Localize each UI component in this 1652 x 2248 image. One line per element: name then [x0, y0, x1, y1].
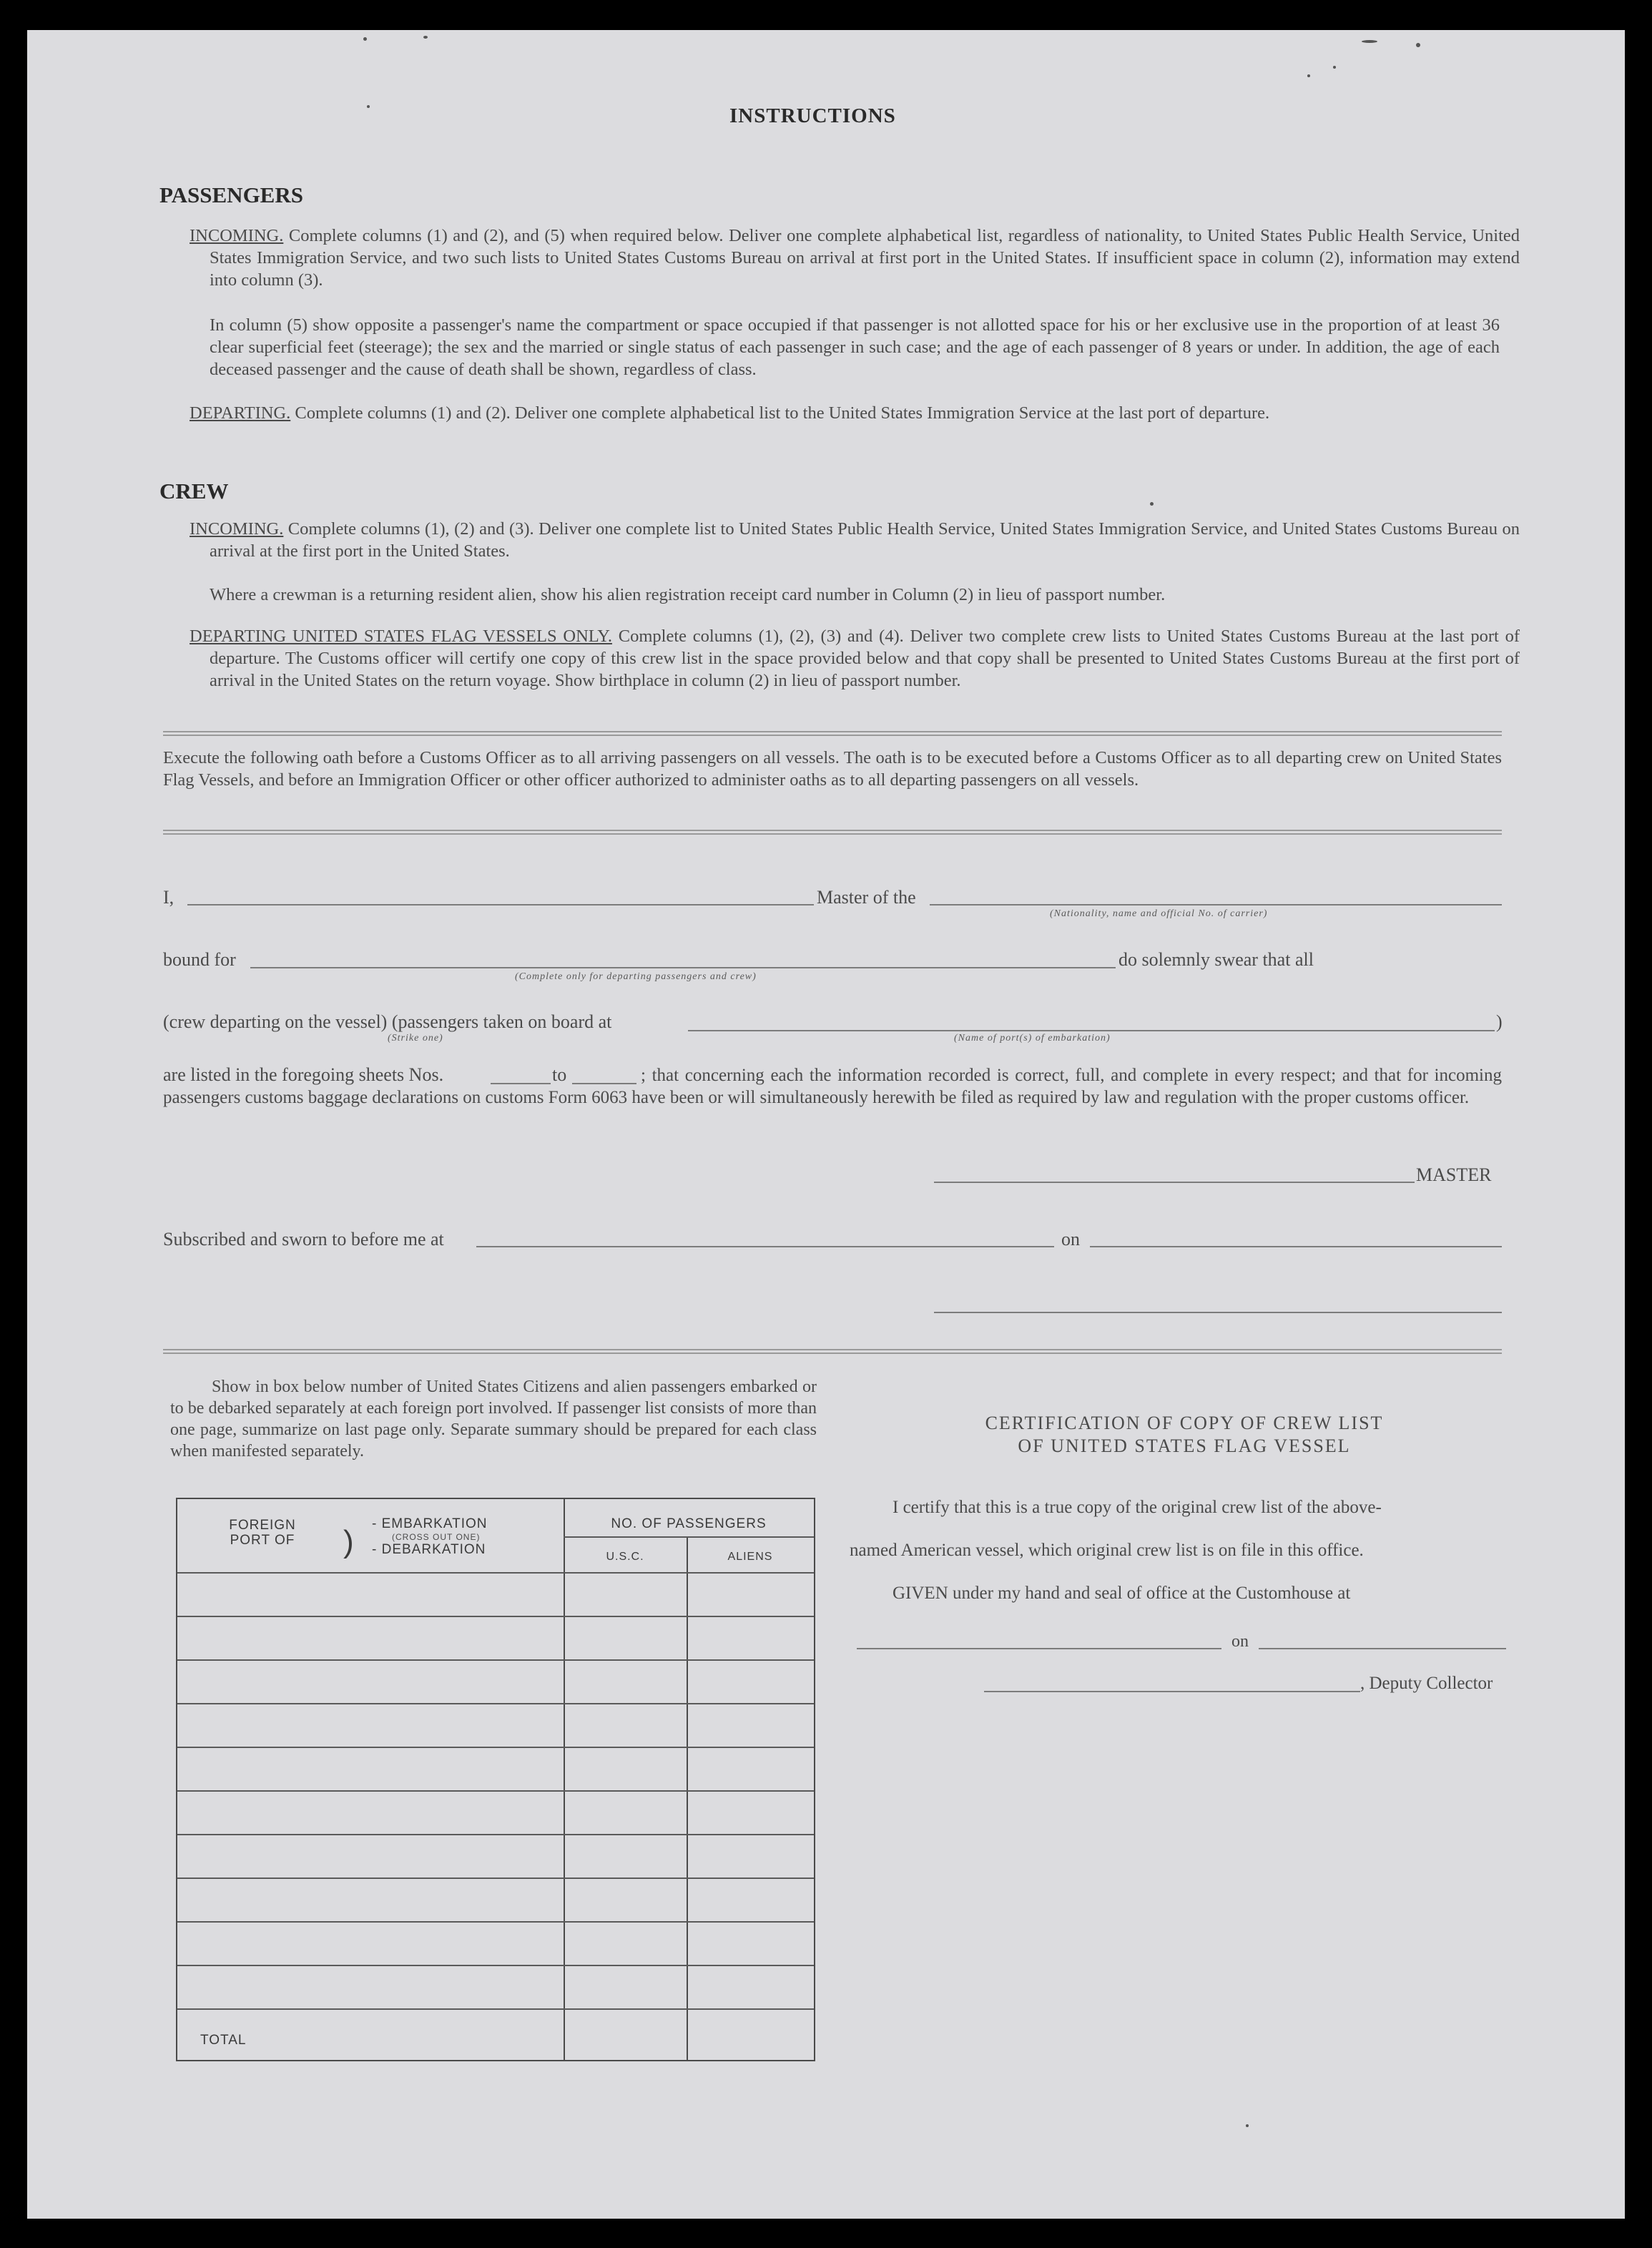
speck — [1246, 2124, 1249, 2127]
strike-one-caption: (Strike one) — [388, 1033, 443, 1044]
form-page — [27, 30, 1625, 2219]
cross-out-note: (CROSS OUT ONE) — [392, 1532, 481, 1542]
master-signature-field[interactable] — [934, 1182, 1415, 1183]
bound-for-field[interactable] — [250, 967, 1116, 968]
crew-departing-text: (crew departing on the vessel) (passengers taken on board at — [163, 1011, 612, 1032]
sworn-date-field[interactable] — [1090, 1246, 1502, 1247]
speck — [1150, 502, 1154, 506]
crew-heading: CREW — [159, 478, 229, 504]
master-of-the-label: Master of the — [817, 887, 916, 908]
customhouse-field[interactable] — [857, 1648, 1221, 1649]
no-passengers-header: NO. OF PASSENGERS — [611, 1516, 767, 1531]
certify-line2: named American vessel, which original crew list is on file in this office. — [850, 1541, 1364, 1560]
officer-signature-field[interactable] — [934, 1312, 1502, 1313]
divider — [163, 1349, 1502, 1354]
crew-incoming-label: INCOMING. — [190, 519, 284, 539]
table-row-rule — [177, 1616, 814, 1617]
speck — [1416, 43, 1420, 47]
divider — [163, 731, 1502, 736]
table-row-rule — [177, 1921, 814, 1923]
table-row-rule — [177, 1659, 814, 1661]
table-row-rule — [177, 1834, 814, 1835]
passengers-departing-text: Complete columns (1) and (2). Deliver one complete alphabetical list to the United States Immigration Service at the last port of departure. — [290, 403, 1270, 423]
brace-icon: ) — [343, 1524, 354, 1559]
aliens-header: ALIENS — [727, 1551, 773, 1563]
summary-instructions: Show in box below number of United States Citizens and alien passengers embarked or to be debarked separately at each foreign port involved. If passenger list consists of more than one page, summarize on last page only. Separate summary should be prepared for each class when manifested separately. — [170, 1378, 817, 1461]
speck — [367, 105, 370, 108]
listed-prefix: are listed in the foregoing sheets Nos. — [163, 1064, 444, 1085]
certification-on-label: on — [1231, 1632, 1249, 1651]
table-row-rule — [177, 2008, 814, 2010]
port-caption: (Name of port(s) of embarkation) — [954, 1033, 1111, 1044]
crew-incoming-paragraph — [190, 518, 1520, 562]
certify-line1: I certify that this is a true copy of the original crew list of the above- — [893, 1498, 1382, 1517]
speck — [1362, 40, 1377, 43]
bound-for-caption: (Complete only for departing passengers and crew) — [515, 971, 757, 982]
close-paren: ) — [1496, 1011, 1503, 1032]
nationality-caption: (Nationality, name and official No. of carrier) — [1050, 908, 1268, 919]
passenger-summary-table — [176, 1498, 815, 2061]
passengers-column5-paragraph: In column (5) show opposite a passenger's name the compartment or space occupied if that passenger is not allotted space for his or her exclusive use in the proportion of at least 36 clear superficial feet (steerage); the sex and the married or single status of each passenger in such case; and the age of each passenger of 8 years or under. In addition, the age of each deceased passenger and the cause of death shall be shown, regardless of class. — [210, 315, 1500, 379]
crew-departing-label: DEPARTING UNITED STATES FLAG VESSELS ONLY. — [190, 627, 612, 646]
passengers-departing-paragraph — [190, 402, 1520, 424]
passengers-heading: PASSENGERS — [159, 182, 303, 207]
subscribed-text: Subscribed and sworn to before me at — [163, 1229, 444, 1250]
embarkation-header: - EMBARKATION — [372, 1516, 488, 1531]
passengers-incoming-paragraph — [190, 225, 1520, 291]
certification-heading-line2: OF UNITED STATES FLAG VESSEL — [1018, 1435, 1351, 1456]
column-rule — [564, 1499, 565, 2060]
page-heading: INSTRUCTIONS — [729, 104, 896, 127]
certification-heading-line1: CERTIFICATION OF COPY OF CREW LIST — [985, 1413, 1384, 1433]
crew-departing-paragraph — [190, 625, 1520, 692]
master-label: MASTER — [1416, 1164, 1492, 1185]
do-swear-text: do solemnly swear that all — [1118, 949, 1314, 970]
to-label: to — [552, 1064, 567, 1085]
oath-i-label: I, — [163, 887, 174, 908]
crew-departing-text: Complete columns (1), (2), (3) and (4). Deliver two complete crew lists to United States Customs Bureau at the last port of departure. The Customs officer will certify one copy of this crew list in the space provided below and that copy shall be presented to United States Customs Bureau at the first port of arrival in the United States on the return voyage. Show birthplace in column (2) in lieu of passport number. — [210, 627, 1520, 690]
table-row-rule — [177, 1747, 814, 1748]
certification-heading — [862, 1412, 1506, 1458]
embarkation-port-field[interactable] — [688, 1030, 1495, 1031]
speck — [363, 37, 367, 41]
usc-header: U.S.C. — [606, 1551, 644, 1563]
master-name-field[interactable] — [187, 904, 814, 905]
bound-for-label: bound for — [163, 949, 236, 970]
divider — [163, 830, 1502, 835]
certification-date-field[interactable] — [1259, 1648, 1506, 1649]
speck — [423, 36, 428, 39]
header-rule — [564, 1536, 814, 1538]
table-row-rule — [177, 1703, 814, 1704]
listed-text: ; that concerning each the information recorded is correct, full, and complete in every respect; and that for incoming passengers customs baggage declarations on customs Form 6063 have been or will simultaneously herewith be filed as required by law and regulation with the proper customs officer. — [163, 1066, 1502, 1107]
crew-incoming-text: Complete columns (1), (2) and (3). Deliver one complete list to United States Public Health Service, United States Immigration Service, and United States Customs Bureau on arrival at the first port in the United States. — [210, 519, 1520, 561]
passengers-incoming-label: INCOMING. — [190, 226, 284, 245]
speck — [1307, 74, 1310, 77]
deputy-signature-field[interactable] — [984, 1691, 1360, 1692]
column-rule — [687, 1536, 688, 2060]
speck — [1333, 66, 1336, 69]
foreign-port-of-header: FOREIGN PORT OF — [229, 1518, 296, 1548]
passengers-departing-label: DEPARTING. — [190, 403, 291, 423]
debarkation-header: - DEBARKATION — [372, 1542, 486, 1557]
deputy-collector-label: , Deputy Collector — [1360, 1674, 1493, 1693]
oath-intro: Execute the following oath before a Customs Officer as to all arriving passengers on all vessels. The oath is to be executed before a Customs Officer as to all departing crew on United States Flag Vessels, and before an Immigration Officer or other officer authorized to administer oaths as to all departing passengers on all vessels. — [163, 748, 1502, 790]
carrier-field[interactable] — [930, 904, 1502, 905]
table-row-rule — [177, 1878, 814, 1879]
sworn-place-field[interactable] — [476, 1246, 1054, 1247]
table-row-rule — [177, 1790, 814, 1792]
crew-returning-paragraph: Where a crewman is a returning resident alien, show his alien registration receipt card number in Column (2) in lieu of passport number. — [210, 585, 1166, 604]
given-text: GIVEN under my hand and seal of office at the Customhouse at — [893, 1584, 1351, 1603]
total-label: TOTAL — [200, 2033, 247, 2048]
passengers-incoming-text: Complete columns (1) and (2), and (5) when required below. Deliver one complete alphabetical list, regardless of nationality, to United States Public Health Service, United States Immigration Service, and two such lists to United States Customs Bureau on arrival at first port in the United States. If insufficient space in column (2), information may extend into column (3). — [210, 226, 1520, 290]
sworn-on-label: on — [1061, 1229, 1080, 1250]
table-row-rule — [177, 1572, 814, 1574]
table-row-rule — [177, 1965, 814, 1966]
